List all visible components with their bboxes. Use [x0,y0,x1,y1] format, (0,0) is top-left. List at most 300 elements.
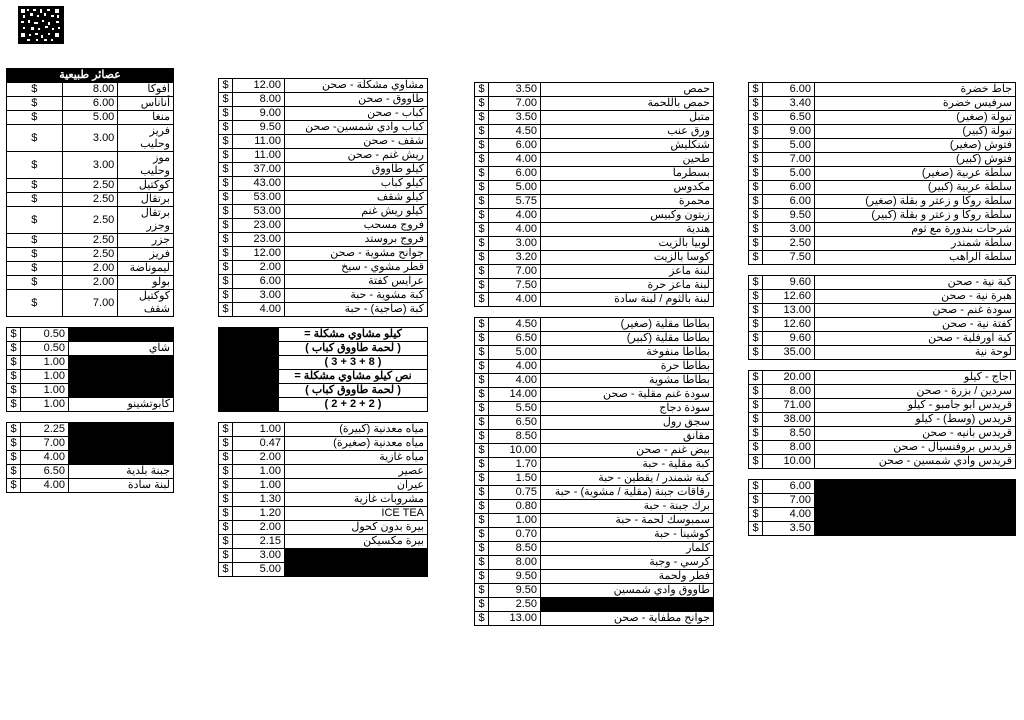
item-price: 4.00 [489,360,541,374]
table-row [475,111,714,125]
table-row [219,507,428,521]
blank-cell [219,342,279,356]
table-row [7,423,174,437]
currency-symbol: $ [475,251,489,265]
table-row [475,125,714,139]
table-row [475,209,714,223]
currency-symbol: $ [219,451,233,465]
item-name: بطاطا مشوية [541,374,714,388]
currency-symbol: $ [219,121,233,135]
table-row [475,486,714,500]
table-row [7,248,174,262]
currency-symbol: $ [749,385,763,399]
table-gap [6,412,174,422]
item-name: سلطة عربية (صغير) [815,167,1016,181]
item-name: جبنة بلدية [69,465,174,479]
info-line: ( لحمة طاووق كباب ) [279,342,428,356]
item-name: لبنة سادة [69,479,174,493]
table-gap [748,469,1016,479]
item-price: 23.00 [233,219,285,233]
item-name: موز وحليب [118,152,174,179]
item-name: بسطرما [541,167,714,181]
table-row [7,111,174,125]
item-name: فريز [118,248,174,262]
table-row [475,388,714,402]
table-row [475,444,714,458]
currency-symbol: $ [749,318,763,332]
currency-symbol: $ [475,556,489,570]
item-price: 1.00 [233,423,285,437]
fried-and-meats [474,317,714,626]
table-row [475,318,714,332]
item-name [69,437,174,451]
table-row [475,346,714,360]
item-price: 8.50 [489,542,541,556]
table-row [475,265,714,279]
currency-symbol: $ [749,125,763,139]
table-row [219,107,428,121]
item-name: كرسي - وجبة [541,556,714,570]
table-row [7,290,174,317]
blank-cell [219,328,279,342]
item-price: 3.00 [62,152,118,179]
currency-symbol: $ [475,542,489,556]
currency-symbol: $ [749,441,763,455]
item-price: 2.00 [62,276,118,290]
item-price: 20.00 [763,371,815,385]
item-price: 3.00 [62,125,118,152]
item-price: 7.00 [489,265,541,279]
table-row [475,374,714,388]
table-row [219,149,428,163]
item-name: برتقال وجزر [118,207,174,234]
section-header: عصائر طبيعية [7,69,174,83]
table-row [475,237,714,251]
table-row [749,346,1016,360]
item-price: 6.00 [233,275,285,289]
currency-symbol: $ [475,346,489,360]
item-price: 6.50 [21,465,69,479]
item-name: قريدس وادي شمسين - صحن [815,455,1016,469]
item-price: 6.00 [763,195,815,209]
table-row [7,234,174,248]
appetizers [474,82,714,307]
table-row [219,191,428,205]
table-gap [748,360,1016,370]
item-name: سودة غنم - صحن [815,304,1016,318]
currency-symbol: $ [475,237,489,251]
table-gap [6,317,174,327]
currency-symbol: $ [475,318,489,332]
currency-symbol: $ [475,444,489,458]
table-row [749,427,1016,441]
currency-symbol: $ [475,139,489,153]
table-row [475,360,714,374]
item-price: 6.00 [489,139,541,153]
table-row [475,83,714,97]
table-row [475,153,714,167]
currency-symbol: $ [749,399,763,413]
currency-symbol: $ [7,83,63,97]
table-row [749,441,1016,455]
table-row [7,276,174,290]
currency-symbol: $ [219,479,233,493]
table-row [475,528,714,542]
currency-symbol: $ [475,153,489,167]
whole-items [748,370,1016,469]
currency-symbol: $ [475,514,489,528]
column-juices [6,68,174,493]
item-price: 5.00 [62,111,118,125]
item-price: 1.70 [489,458,541,472]
table-row [749,522,1016,536]
table-row [749,494,1016,508]
item-name: كلمار [541,542,714,556]
item-name: زيتون وكبيس [541,209,714,223]
table-row [749,251,1016,265]
currency-symbol: $ [7,423,21,437]
item-name: فطر ولحمة [541,570,714,584]
table-row [7,479,174,493]
currency-symbol: $ [475,416,489,430]
item-price: 53.00 [233,205,285,219]
cheese-items [6,422,174,493]
currency-symbol: $ [7,125,63,152]
item-name: بيرة بدون كحول [285,521,428,535]
item-name: فروج بروستد [285,233,428,247]
item-name: جوانح مشوية - صحن [285,247,428,261]
table-row [7,451,174,465]
table-row [7,83,174,97]
item-price: 71.00 [763,399,815,413]
table-row [219,289,428,303]
table-row [749,318,1016,332]
currency-symbol: $ [475,360,489,374]
table-row [219,219,428,233]
item-name: فتوش (صغير) [815,139,1016,153]
currency-symbol: $ [749,83,763,97]
item-price: 7.50 [489,279,541,293]
item-price: 6.50 [489,416,541,430]
currency-symbol: $ [475,293,489,307]
item-name: مياه معدنية (صغيرة) [285,437,428,451]
table-row [475,167,714,181]
table-row [749,153,1016,167]
item-name: قريدس بروفنسيال - صحن [815,441,1016,455]
currency-symbol: $ [219,93,233,107]
table-row [475,542,714,556]
item-name: بولو [118,276,174,290]
item-price: 7.00 [763,494,815,508]
currency-symbol: $ [749,346,763,360]
table-row [475,293,714,307]
item-price: 3.40 [763,97,815,111]
table-row [749,290,1016,304]
item-name: أناناس [118,97,174,111]
item-name: مشاوي مشكلة - صحن [285,79,428,93]
item-name: هبرة نية - صحن [815,290,1016,304]
item-price: 3.50 [489,111,541,125]
currency-symbol: $ [749,371,763,385]
currency-symbol: $ [219,437,233,451]
item-price: 4.00 [489,153,541,167]
table-row [749,223,1016,237]
item-price: 4.00 [763,508,815,522]
item-name [815,522,1016,536]
item-name: سرفيس خضرة [815,97,1016,111]
table-row [7,97,174,111]
item-name: سردين / بزرة - صحن [815,385,1016,399]
item-name: ICE TEA [285,507,428,521]
table-row [219,177,428,191]
item-price: 9.50 [489,570,541,584]
item-name: برتقال [118,193,174,207]
currency-symbol: $ [475,374,489,388]
item-price: 6.00 [763,480,815,494]
item-name: قريدس (وسط) - كيلو [815,413,1016,427]
item-price: 3.00 [763,223,815,237]
item-price: 8.50 [763,427,815,441]
currency-symbol: $ [475,167,489,181]
item-name: سمبوسك لحمة - حبة [541,514,714,528]
item-price: 8.00 [763,441,815,455]
table-row [749,97,1016,111]
item-price: 23.00 [233,233,285,247]
currency-symbol: $ [7,451,21,465]
currency-symbol: $ [219,191,233,205]
item-name: رقاقات جبنة (مقلية / مشوية) - حبة [541,486,714,500]
table-row [219,303,428,317]
table-row [7,328,174,342]
item-price: 2.50 [62,248,118,262]
currency-symbol: $ [7,437,21,451]
item-price: 7.00 [21,437,69,451]
item-price: 37.00 [233,163,285,177]
item-price: 1.30 [233,493,285,507]
currency-symbol: $ [7,248,63,262]
currency-symbol: $ [219,247,233,261]
info-row [219,384,428,398]
currency-symbol: $ [749,195,763,209]
item-price: 4.00 [233,303,285,317]
item-name: كباب - صحن [285,107,428,121]
currency-symbol: $ [749,508,763,522]
table-row [7,152,174,179]
info-row [219,356,428,370]
table-row [219,205,428,219]
item-price: 9.00 [763,125,815,139]
table-gap [218,412,428,422]
info-line: نص كيلو مشاوي مشكلة = [279,370,428,384]
misc-prices [748,479,1016,536]
item-price: 2.15 [233,535,285,549]
qr-code [14,4,68,46]
item-name: لبنة ماعز [541,265,714,279]
item-name: مياه معدنية (كبيرة) [285,423,428,437]
table-row [749,125,1016,139]
item-price: 6.00 [763,83,815,97]
item-name: سودة غنم مقلية - صحن [541,388,714,402]
item-price: 4.00 [21,479,69,493]
table-row [475,500,714,514]
item-name [69,451,174,465]
item-name: بيرة مكسيكن [285,535,428,549]
currency-symbol: $ [475,97,489,111]
currency-symbol: $ [475,223,489,237]
item-name [285,563,428,577]
item-price: 4.00 [489,223,541,237]
item-name: قطر مشوي - سيخ [285,261,428,275]
item-price: 6.00 [763,181,815,195]
item-price: 13.00 [763,304,815,318]
currency-symbol: $ [749,427,763,441]
info-line: ( لحمة طاووق كباب ) [279,384,428,398]
item-price: 4.00 [489,293,541,307]
table-row [749,195,1016,209]
table-row [7,179,174,193]
item-name: مياه غازية [285,451,428,465]
item-name: ريش غنم - صحن [285,149,428,163]
item-name: مشروبات غازية [285,493,428,507]
table-row [749,237,1016,251]
table-row [475,458,714,472]
item-price: 8.00 [62,83,118,97]
currency-symbol: $ [7,234,63,248]
item-name: حمص [541,83,714,97]
table-gap [474,307,714,317]
currency-symbol: $ [475,402,489,416]
table-row [475,416,714,430]
currency-symbol: $ [219,535,233,549]
currency-symbol: $ [475,111,489,125]
currency-symbol: $ [475,209,489,223]
item-name: كبة (صاجية) - حبة [285,303,428,317]
item-name: كوسا بالزيت [541,251,714,265]
item-price: 1.00 [21,370,69,384]
currency-symbol: $ [7,179,63,193]
item-name: تبولة (كبير) [815,125,1016,139]
table-row [749,385,1016,399]
currency-symbol: $ [475,83,489,97]
grills [218,78,428,317]
currency-symbol: $ [7,262,63,276]
table-row [219,247,428,261]
currency-symbol: $ [7,356,21,370]
currency-symbol: $ [749,223,763,237]
item-price: 4.50 [489,125,541,139]
item-price: 5.00 [763,167,815,181]
currency-symbol: $ [475,598,489,612]
currency-symbol: $ [475,458,489,472]
currency-symbol: $ [7,398,21,412]
table-row [219,163,428,177]
item-name: شاي [69,342,174,356]
item-name: فريز وحليب [118,125,174,152]
item-name: بطاطا مقلية (كبير) [541,332,714,346]
raw-meats [748,275,1016,360]
table-row [475,514,714,528]
table-row [219,261,428,275]
item-name: أفوكا [118,83,174,97]
info-line: كيلو مشاوي مشكلة = [279,328,428,342]
item-name: بطاطا منفوخة [541,346,714,360]
currency-symbol: $ [7,384,21,398]
table-row [475,402,714,416]
item-name: كباب وادي شمسين- صحن [285,121,428,135]
item-name: مقانق [541,430,714,444]
table-row [749,304,1016,318]
table-gap [218,317,428,327]
item-name: كيلو طاووق [285,163,428,177]
table-row [749,167,1016,181]
blank-cell [219,370,279,384]
item-name: لوحة نية [815,346,1016,360]
table-row [7,384,174,398]
item-name: عيران [285,479,428,493]
item-price: 38.00 [763,413,815,427]
beverages [218,422,428,577]
currency-symbol: $ [7,328,21,342]
item-price: 2.00 [233,451,285,465]
item-price: 8.50 [489,430,541,444]
table-row [7,193,174,207]
item-name: كوشينا - حبة [541,528,714,542]
table-row [219,535,428,549]
item-price: 5.00 [489,181,541,195]
item-name: كيلو كباب [285,177,428,191]
item-name: محمرة [541,195,714,209]
column-salads [748,82,1016,536]
item-price: 4.50 [489,318,541,332]
item-name: شرحات بندورة مع ثوم [815,223,1016,237]
table-row [7,370,174,384]
table-row [475,279,714,293]
item-price: 7.00 [62,290,118,317]
table-row [749,455,1016,469]
item-name: كفتة نية - صحن [815,318,1016,332]
table-row [7,465,174,479]
currency-symbol: $ [219,493,233,507]
table-row [475,332,714,346]
currency-symbol: $ [219,79,233,93]
salads [748,82,1016,265]
item-price: 0.47 [233,437,285,451]
item-name: شقف - صحن [285,135,428,149]
item-name [541,598,714,612]
item-price: 53.00 [233,191,285,205]
currency-symbol: $ [749,209,763,223]
blank-cell [219,356,279,370]
blank-cell [219,398,279,412]
item-price: 4.00 [21,451,69,465]
currency-symbol: $ [749,290,763,304]
item-price: 2.25 [21,423,69,437]
item-price: 9.50 [489,584,541,598]
table-row [219,549,428,563]
item-price: 9.50 [233,121,285,135]
currency-symbol: $ [219,549,233,563]
item-price: 0.75 [489,486,541,500]
currency-symbol: $ [475,279,489,293]
currency-symbol: $ [7,276,63,290]
currency-symbol: $ [219,163,233,177]
item-name: كبة نية - صحن [815,276,1016,290]
item-name: كبة اورفلية - صحن [815,332,1016,346]
item-price: 6.50 [763,111,815,125]
item-name: كبة شمندر / يقطين - حبة [541,472,714,486]
item-price: 3.20 [489,251,541,265]
item-name: قريدس بانيه - صحن [815,427,1016,441]
